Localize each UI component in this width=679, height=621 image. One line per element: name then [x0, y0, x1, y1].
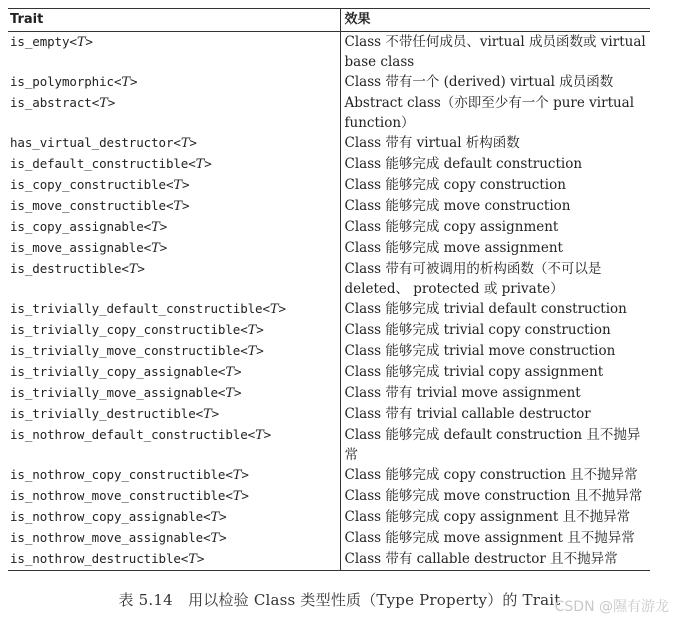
trait-effect: Class 能够完成 trivial copy assignment [340, 362, 650, 383]
trait-effect: Class 带有 virtual 析构函数 [340, 133, 650, 154]
table-row [8, 93, 650, 133]
trait-identifier: is_copy_constructible [10, 177, 166, 192]
watermark: CSDN @隰有游龙 [554, 599, 669, 615]
trait-identifier: is_abstract [10, 95, 92, 110]
trait-effect: Class 能够完成 move assignment 且不抛异常 [340, 528, 650, 549]
template-parameter: T [76, 35, 86, 50]
trait-effect: Class 能够完成 copy construction [340, 175, 650, 196]
trait-identifier: is_nothrow_move_assignable [10, 530, 204, 545]
trait-name: is_nothrow_move_assignable<T> [10, 530, 227, 546]
trait-identifier: is_nothrow_move_constructible [10, 488, 226, 503]
table-row [8, 259, 650, 299]
trait-identifier: is_nothrow_destructible [10, 551, 181, 566]
trait-effect: Class 能够完成 default construction [340, 154, 650, 175]
trait-effect: Class 能够完成 copy assignment 且不抛异常 [340, 507, 650, 528]
trait-identifier: is_trivially_destructible [10, 406, 196, 421]
table-caption: 表 5.14 用以检验 Class 类型性质（Type Property）的 Trait [118, 591, 561, 609]
template-parameter: T [232, 468, 242, 483]
template-parameter: T [232, 489, 242, 504]
template-parameter: T [225, 365, 234, 380]
table-row [8, 425, 650, 465]
trait-name: is_nothrow_move_constructible<T> [10, 488, 249, 504]
template-parameter: T [151, 220, 160, 235]
header-row [8, 9, 650, 32]
table-row [8, 320, 650, 341]
trait-identifier: is_trivially_copy_assignable [10, 364, 218, 379]
table-row [8, 465, 650, 486]
trait-effect: Class 能够完成 trivial move construction [340, 341, 650, 362]
trait-name: is_trivially_default_constructible<T> [10, 301, 286, 317]
template-parameter: T [195, 157, 205, 172]
table-body [8, 32, 650, 571]
trait-name: is_nothrow_destructible<T> [8, 549, 340, 571]
table-row [8, 32, 650, 73]
trait-effect: Class 带有一个 (derived) virtual 成员函数 [340, 72, 650, 93]
trait-effect: Class 带有 trivial callable destructor [340, 404, 650, 425]
trait-identifier: is_polymorphic [10, 74, 114, 89]
template-parameter: T [255, 428, 264, 443]
template-parameter: T [180, 136, 190, 151]
trait-identifier: is_move_constructible [10, 198, 166, 213]
template-parameter: T [225, 386, 234, 401]
template-parameter: T [128, 262, 138, 277]
table-row [8, 341, 650, 362]
template-parameter: T [151, 241, 160, 256]
table-row [8, 196, 650, 217]
trait-name: is_destructible<T> [10, 261, 145, 277]
header-trait: Trait [10, 12, 44, 27]
trait-name: is_move_constructible<T> [10, 198, 190, 214]
template-parameter: T [173, 178, 182, 193]
trait-effect: Class 带有 trivial move assignment [340, 383, 650, 404]
template-parameter: T [269, 302, 279, 317]
type-traits-table [8, 8, 650, 571]
trait-name: is_trivially_move_constructible<T> [10, 343, 264, 359]
template-parameter: T [247, 323, 257, 338]
trait-name: is_nothrow_copy_assignable<T> [10, 509, 227, 525]
template-parameter: T [210, 510, 220, 525]
trait-name: has_virtual_destructor<T> [10, 135, 197, 151]
table-row [8, 507, 650, 528]
trait-name: is_nothrow_default_constructible<T> [10, 427, 272, 443]
trait-identifier: is_default_constructible [10, 156, 189, 171]
trait-name: is_trivially_copy_constructible<T> [10, 322, 264, 338]
trait-name: is_trivially_move_assignable<T> [10, 385, 242, 401]
table-row [8, 404, 650, 425]
table-row [8, 238, 650, 259]
trait-effect: Class 能够完成 move construction 且不抛异常 [340, 486, 650, 507]
trait-effect: Class 不带任何成员、virtual 成员函数或 virtual base class [340, 32, 650, 73]
trait-identifier: is_empty [10, 34, 70, 49]
table-row [8, 299, 650, 320]
trait-effect: Class 能够完成 move assignment [340, 238, 650, 259]
trait-name: is_copy_assignable<T> [10, 219, 168, 235]
template-parameter: T [210, 531, 220, 546]
trait-name: is_trivially_copy_assignable<T> [10, 364, 242, 380]
trait-effect: Class 能够完成 move construction [340, 196, 650, 217]
trait-identifier: is_trivially_move_constructible [10, 343, 241, 358]
trait-name: is_default_constructible<T> [10, 156, 212, 172]
trait-effect: Class 能够完成 trivial copy construction [340, 320, 650, 341]
trait-identifier: is_trivially_copy_constructible [10, 322, 241, 337]
table-row [8, 217, 650, 238]
table-row [8, 549, 650, 571]
trait-identifier: is_nothrow_default_constructible [10, 427, 248, 442]
trait-identifier: is_destructible [10, 261, 122, 276]
template-parameter: T [99, 96, 108, 111]
table-row [8, 383, 650, 404]
trait-identifier: has_virtual_destructor [10, 135, 174, 150]
trait-identifier: is_trivially_default_constructible [10, 301, 263, 316]
trait-name: is_nothrow_copy_constructible<T> [10, 467, 249, 483]
table-header [8, 9, 650, 32]
header-effect: 效果 [340, 9, 650, 32]
trait-effect: Class 能够完成 copy assignment [340, 217, 650, 238]
trait-name: is_copy_constructible<T> [10, 177, 190, 193]
trait-identifier: is_nothrow_copy_assignable [10, 509, 204, 524]
trait-effect: Class 能够完成 copy construction 且不抛异常 [340, 465, 650, 486]
template-parameter: T [121, 75, 130, 90]
template-parameter: T [247, 344, 257, 359]
trait-effect: Class 能够完成 default construction 且不抛异常 [340, 425, 650, 465]
trait-effect: Abstract class（亦即至少有一个 pure virtual function） [340, 93, 650, 133]
trait-effect: Class 能够完成 trivial default construction [340, 299, 650, 320]
trait-name: is_polymorphic<T> [10, 74, 138, 90]
template-parameter: T [188, 552, 197, 567]
trait-identifier: is_nothrow_copy_constructible [10, 467, 226, 482]
table-row [8, 72, 650, 93]
table-row [8, 154, 650, 175]
table-row [8, 175, 650, 196]
table-row [8, 362, 650, 383]
table-row [8, 486, 650, 507]
table-row [8, 133, 650, 154]
trait-name: is_empty<T> [10, 34, 93, 50]
template-parameter: T [203, 407, 212, 422]
trait-name: is_abstract<T> [10, 95, 116, 111]
template-parameter: T [173, 199, 182, 214]
trait-name: is_move_assignable<T> [10, 240, 168, 256]
trait-effect: Class 带有 callable destructor 且不抛异常 [340, 549, 650, 571]
trait-effect: Class 带有可被调用的析构函数（不可以是 deleted、 protected 或 private） [340, 259, 650, 299]
table-row [8, 528, 650, 549]
trait-identifier: is_copy_assignable [10, 219, 144, 234]
trait-identifier: is_trivially_move_assignable [10, 385, 218, 400]
trait-identifier: is_move_assignable [10, 240, 144, 255]
trait-name: is_trivially_destructible<T> [10, 406, 220, 422]
